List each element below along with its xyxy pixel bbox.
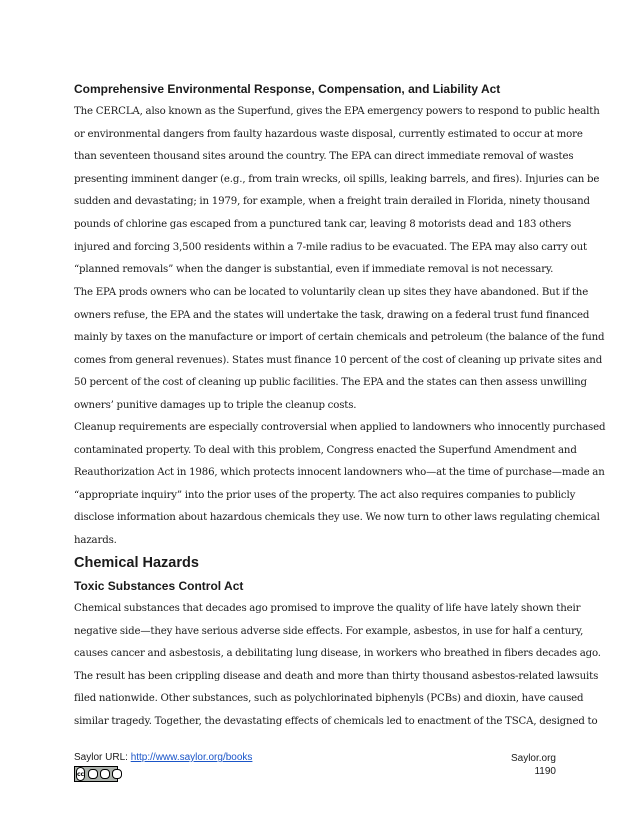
text-line: owners refuse, the EPA and the states will undertake the task, drawing on a federal trust fund financed: [74, 309, 590, 321]
text-line: Cleanup requirements are especially controversial when applied to landowners who innocently purchased: [74, 422, 606, 433]
nc-icon: [100, 769, 110, 779]
text-line: similar tragedy. Together, the devastating effects of chemicals led to enactment of the TSCA, designed to: [74, 715, 598, 727]
text-line: filed nationwide. Other substances, such as polychlorinated biphenyls (PCBs) and dioxin, have caused: [74, 693, 584, 705]
footer-site: Saylor.org: [510, 753, 556, 764]
by-icon: [88, 769, 98, 779]
cercla-paragraph-3: [74, 417, 606, 553]
text-line: owners’ punitive damages up to triple the cleanup costs.: [74, 399, 357, 411]
text-line: The CERCLA, also known as the Superfund, gives the EPA emergency powers to respond to public health: [74, 106, 600, 117]
page-number: 1190: [534, 766, 556, 777]
text-line: Chemical substances that decades ago promised to improve the quality of life have lately shown their: [74, 603, 581, 614]
text-line: comes from general revenues). States must finance 10 percent of the cost of cleaning up private sites and: [74, 354, 603, 366]
text-line: hazards.: [74, 534, 117, 546]
text-line: negative side—they have serious adverse side effects. For example, asbestos, in use for half a century,: [74, 625, 584, 637]
text-line: “planned removals” when the danger is substantial, even if immediate removal is not necessary.: [74, 264, 554, 276]
text-line: pounds of chlorine gas escaped from a punctured tank car, leaving 8 motorists dead and 183 others: [74, 218, 572, 230]
cc-icon: cc: [76, 767, 85, 781]
text-line: injured and forcing 3,500 residents within a 7-mile radius to be evacuated. The EPA may also carry out: [74, 241, 587, 253]
cercla-paragraph-2: [74, 282, 605, 418]
footer-right: [511, 752, 556, 778]
text-line: presenting imminent danger (e.g., from train wrecks, oil spills, leaking barrels, and fires). Injuries can be: [74, 173, 600, 185]
text-line: sudden and devastating; in 1979, for example, when a freight train derailed in Florida, ninety thousand: [74, 196, 590, 208]
text-line: 50 percent of the cost of cleaning up public facilities. The EPA and the states can then assess unwilling: [74, 377, 587, 389]
footer-url-label: Saylor URL:: [74, 752, 131, 763]
cercla-heading: Comprehensive Environmental Response, Compensation, and Liability Act: [74, 82, 501, 96]
text-line: disclose information about hazardous chemicals they use. We now turn to other laws regulating chemical: [74, 512, 600, 524]
text-line: or environmental dangers from faulty hazardous waste disposal, currently estimated to occur at more: [74, 128, 583, 140]
text-line: Reauthorization Act in 1986, which protects innocent landowners who—at the time of purchase—made an: [74, 467, 605, 479]
tsca-heading: Toxic Substances Control Act: [74, 579, 244, 593]
text-line: contaminated property. To deal with this problem, Congress enacted the Superfund Amendment and: [74, 444, 577, 456]
text-line: The result has been crippling disease and death and more than thirty thousand asbestos-related lawsuits: [74, 670, 599, 682]
license-badge-icon[interactable]: [74, 766, 118, 782]
text-line: The EPA prods owners who can be located to voluntarily clean up sites they have abandoned. But if the: [74, 287, 589, 298]
text-line: than seventeen thousand sites around the country. The EPA can direct immediate removal of wastes: [74, 151, 574, 163]
footer-url-link[interactable]: http://www.saylor.org/books: [130, 752, 253, 763]
chemical-hazards-heading: Chemical Hazards: [74, 555, 199, 571]
text-line: “appropriate inquiry” into the prior uses of the property. The act also requires companies to publicly: [74, 489, 576, 501]
tsca-paragraph-1: [74, 598, 601, 734]
cercla-paragraph-1: [74, 101, 600, 282]
text-line: causes cancer and asbestosis, a debilitating lung disease, in workers who breathed in fibers decades ago.: [74, 648, 601, 660]
text-line: mainly by taxes on the manufacture or import of certain chemicals and petroleum (the balance of the fund: [74, 332, 605, 344]
sa-icon: [112, 769, 122, 779]
footer-source: [74, 752, 252, 763]
